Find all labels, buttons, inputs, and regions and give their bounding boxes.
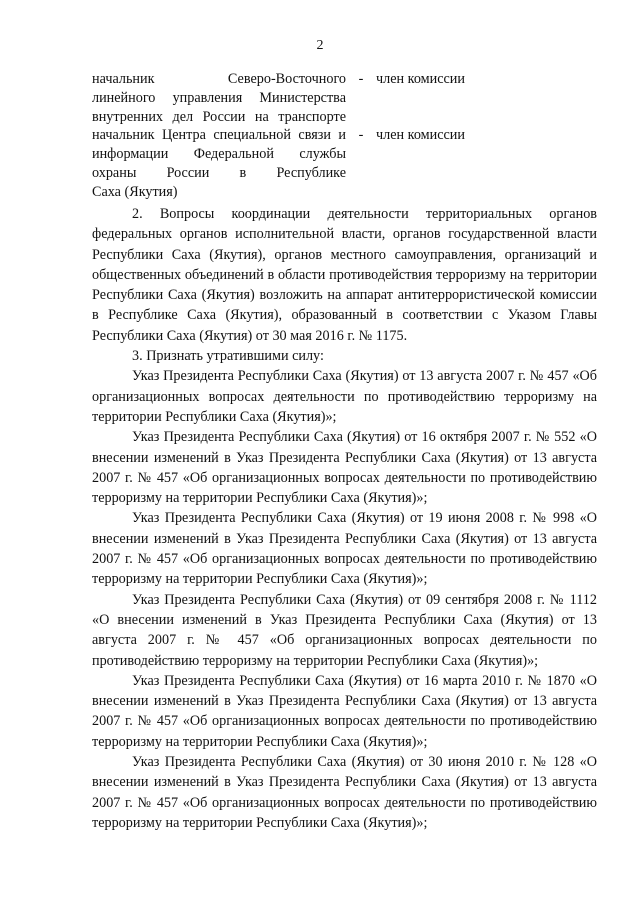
member-position-line: охраны России в Республике — [92, 164, 346, 181]
member-position — [92, 126, 346, 201]
member-role: член комиссии — [376, 127, 465, 144]
member-position-line: информации Федеральной службы — [92, 146, 346, 163]
member-dash: - — [358, 71, 364, 87]
member-position-line: Саха (Якутия) — [92, 183, 178, 200]
paragraph-coordination: 2. Вопросы координации деятельности территориальных органов федеральных органов исполнительной власти, органов государственной власти Республики Саха (Якутия), органов местного самоуправления, организаций и общественных объединений в области противодействия терроризму на территории Республики Саха (Якутия) возложить на аппарат антитеррористической комиссии в Республике Саха (Якутия), образованный в соответствии с Указом Главы Республики Саха (Якутия) от 30 мая 2016 г. № 1175. — [92, 206, 597, 344]
member-position — [92, 70, 346, 126]
paragraph-decree: Указ Президента Республики Саха (Якутия) от 09 сентября 2008 г. № 1112 «О внесении изменений в Указ Президента Республики Саха (Якутия) от 13 августа 2007 г. № 457 «Об организационных вопросах деятельности по противодействию терроризму на территории Республики Саха (Якутия)»; — [92, 591, 597, 669]
commission-members — [92, 70, 552, 202]
member-dash: - — [358, 127, 364, 144]
member-position-line: внутренних дел России на транспорте — [92, 108, 346, 125]
document-body — [92, 204, 597, 833]
paragraph-repeal-heading: 3. Признать утратившими силу: — [132, 348, 324, 365]
paragraph-decree: Указ Президента Республики Саха (Якутия) от 30 июня 2010 г. № 128 «О внесении изменений в Указ Президента Республики Саха (Якутия) от 13 августа 2007 г. № 457 «Об организационных вопросах деятельности по противодействию терроризму на территории Республики Саха (Якутия)»; — [92, 754, 597, 831]
member-entry — [92, 126, 552, 201]
member-position-line: начальник Центра специальной связи и — [92, 127, 346, 144]
member-position-line: начальник Северо-Восточного — [92, 71, 346, 87]
page-number: 2 — [316, 38, 324, 53]
member-entry — [92, 70, 552, 126]
member-role: член комиссии — [376, 71, 465, 87]
paragraph-decree: Указ Президента Республики Саха (Якутия) от 19 июня 2008 г. № 998 «О внесении изменений в Указ Президента Республики Саха (Якутия) от 13 августа 2007 г. № 457 «Об организационных вопросах деятельности по противодействию терроризму на территории Республики Саха (Якутия)»; — [92, 510, 597, 588]
paragraph-decree: Указ Президента Республики Саха (Якутия) от 16 октября 2007 г. № 552 «О внесении изменений в Указ Президента Республики Саха (Якутия) от 13 августа 2007 г. № 457 «Об организационных вопросах деятельности по противодействию терроризму на территории Республики Саха (Якутия)»; — [92, 429, 597, 507]
paragraph-decree: Указ Президента Республики Саха (Якутия) от 16 марта 2010 г. № 1870 «О внесении изменений в Указ Президента Республики Саха (Якутия) от 13 августа 2007 г. № 457 «Об организационных вопросах деятельности по противодействию терроризму на территории Республики Саха (Якутия)»; — [92, 672, 597, 750]
member-position-line: линейного управления Министерства — [92, 89, 346, 106]
paragraph-decree: Указ Президента Республики Саха (Якутия) от 13 августа 2007 г. № 457 «Об организационных вопросах деятельности по противодействию терроризму на территории Республики Саха (Якутия)»; — [92, 368, 597, 425]
